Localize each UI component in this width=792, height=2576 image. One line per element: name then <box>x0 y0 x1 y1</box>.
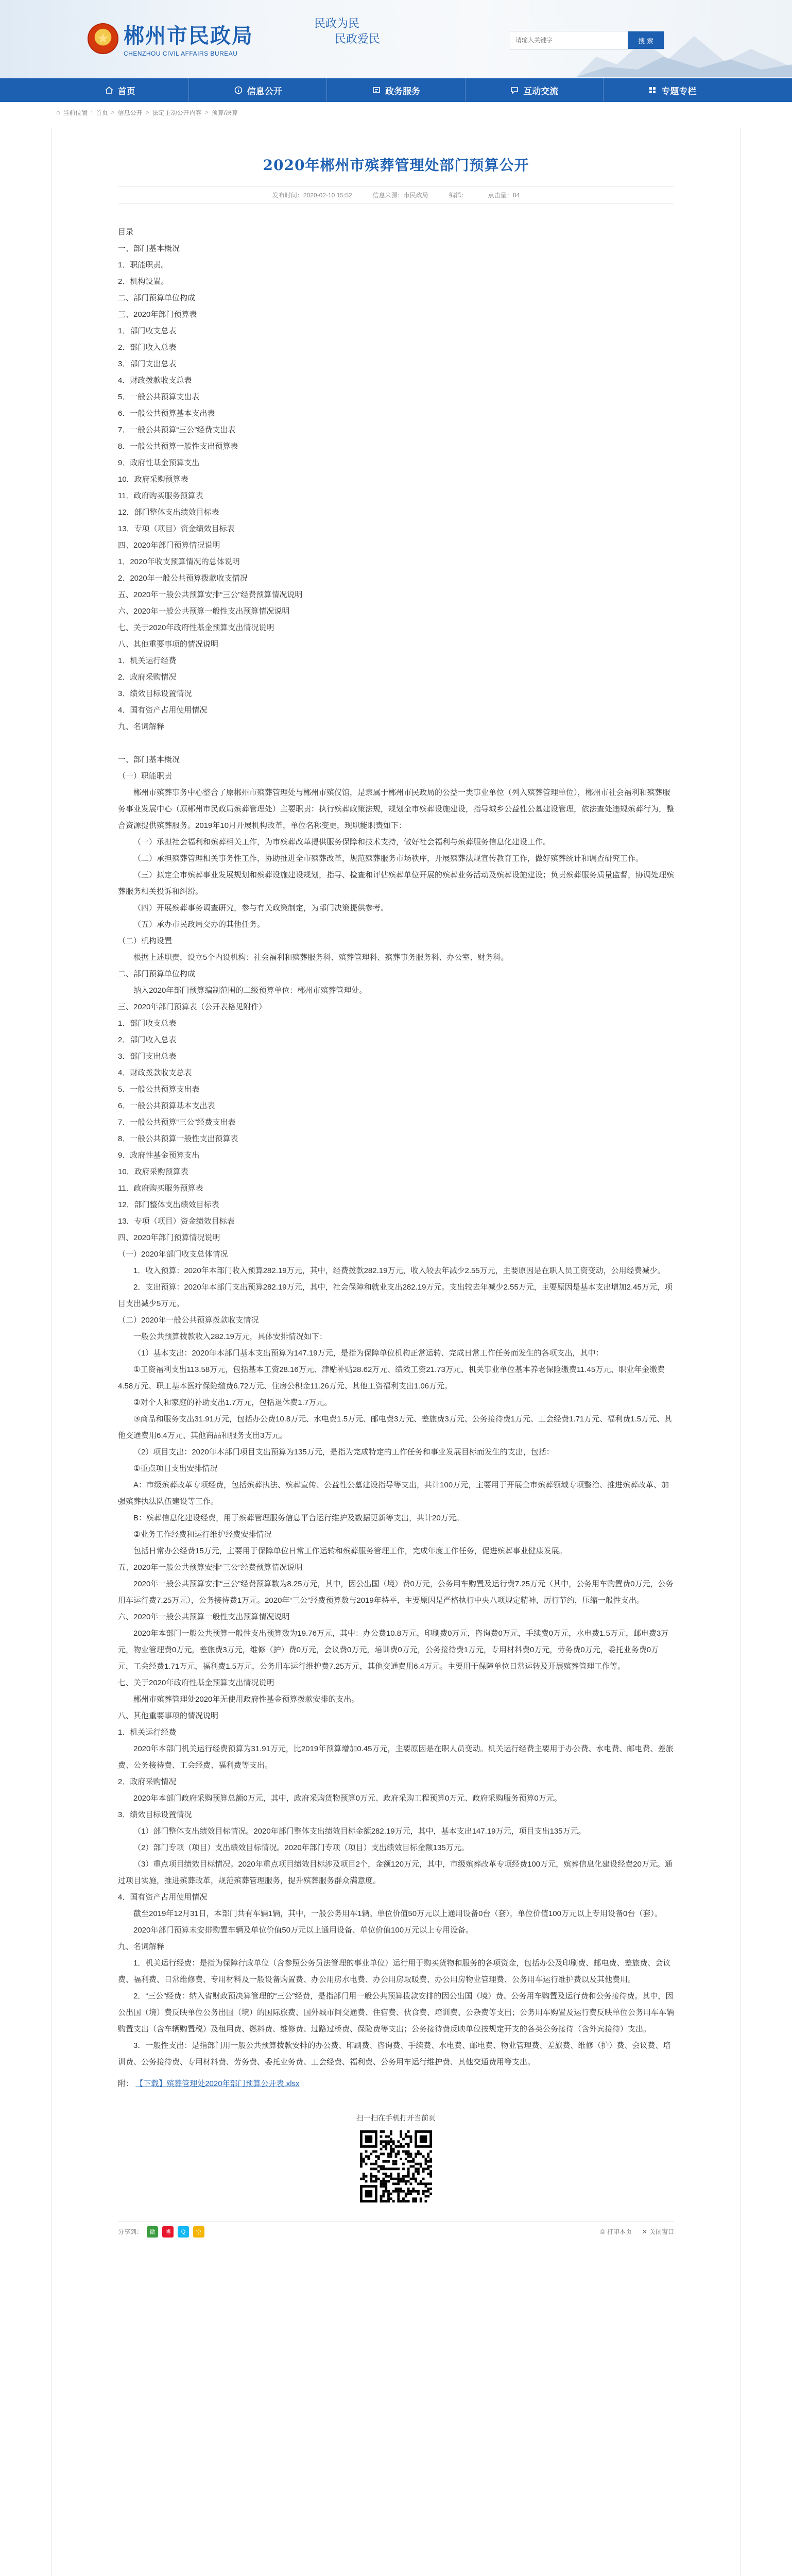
article-paragraph: 4．财政拨款收支总表 <box>118 376 192 385</box>
article-paragraph: ②对个人和家庭的补助支出1.7万元，包括退休费1.7万元。 <box>133 1398 332 1407</box>
share-label: 分享到： <box>118 2228 143 2235</box>
article-paragraph: 2020年本部门机关运行经费预算为31.91万元，比2019年预算增加0.45万元，主要原因是在职人员变动。机关运行经费主要用于办公费、水电费、邮电费、差旅费、公务接待费、工会经费、福利费等支出。 <box>118 1744 674 1770</box>
article-paragraph: 二、部门预算单位构成 <box>118 294 196 302</box>
article-paragraph: 2020年部门预算未安排购置车辆及单位价值50万元以上通用设备、单位价值100万元以上专用设备。 <box>133 1926 474 1935</box>
article-paragraph: 根据上述职责，设立5个内设机构：社会福利和殡葬服务科、殡葬管理科、殡葬事务服务科、办公室、财务科。 <box>133 953 509 962</box>
qr-code <box>360 2130 432 2202</box>
article-paragraph: 9．政府性基金预算支出 <box>118 459 200 467</box>
nav-label: 互动交流 <box>523 86 559 96</box>
article-paragraph: 8．一般公共预算一般性支出预算表 <box>118 1134 238 1143</box>
article-paragraph: 10．政府采购预算表 <box>118 475 188 484</box>
breadcrumb-home[interactable]: 首页 <box>95 109 108 116</box>
article-paragraph: 一般公共预算拨款收入282.19万元，具体安排情况如下： <box>133 1332 327 1341</box>
article-paragraph: 11．政府购买服务预算表 <box>118 1184 203 1193</box>
qq-share-icon[interactable]: Q <box>178 2226 189 2238</box>
location-icon: ⌂ <box>56 109 60 116</box>
main-nav <box>0 78 792 102</box>
nav-service[interactable] <box>327 78 465 102</box>
article-paragraph: （五）承办市民政局交办的其他任务。 <box>133 920 265 929</box>
nav-label: 信息公开 <box>247 86 282 96</box>
article-meta <box>118 186 674 204</box>
article-paragraph: 截至2019年12月31日，本部门共有车辆1辆，其中，一般公务用车1辆。单位价值50万元以上通用设备0台（套），单位价值100万元以上专用设备0台（套）。 <box>133 1909 662 1918</box>
chat-icon <box>510 86 519 95</box>
article-paragraph: 郴州市殡葬事务中心整合了原郴州市殡葬管理处与郴州市殡仪馆，是隶属于郴州市民政局的公益一类事业单位（列入殡葬管理单位），郴州市社会福利和殡葬服务事业发展中心（原郴州市民政局殡葬管理处）主要职责：执行殡葬政策法规，规划全市殡葬设施建设，指导城乡公益性公墓建设管理，依法查处违规殡葬行为，整合资源提供殡葬服务。2019年10月开展机构改革，单位名称变更，现职能职责如下： <box>118 788 675 830</box>
article-paragraph: 11．政府购买服务预算表 <box>118 492 203 500</box>
article-paragraph: 六、2020年一般公共预算一般性支出预算情况说明 <box>118 607 290 616</box>
article-paragraph: A：市级殡葬改革专项经费，包括殡葬执法、殡葬宣传、公益性公墓建设指导等支出，共计100万元，主要用于开展全市殡葬领域专项整治、推进殡葬改革、加强殡葬执法队伍建设等工作。 <box>118 1481 669 1506</box>
article-paragraph: （二）2020年一般公共预算拨款收支情况 <box>118 1316 259 1325</box>
attachment-label: 附： <box>118 2079 134 2088</box>
nav-label: 政务服务 <box>385 86 420 96</box>
slogan-line-2: 民政爱民 <box>335 33 381 46</box>
article-paragraph: 九、名词解释 <box>118 1942 165 1951</box>
article-container <box>51 128 741 2576</box>
article-paragraph: 四、2020年部门预算情况说明 <box>118 1233 220 1242</box>
article-paragraph: 7．一般公共预算“三公”经费支出表 <box>118 1118 236 1127</box>
article-paragraph: 2．支出预算：2020年本部门支出预算282.19万元，其中，社会保障和就业支出282.19万元。支出较去年减少2.55万元，主要原因是基本支出增加2.45万元，项目支出减少5万元。 <box>118 1283 673 1308</box>
article-paragraph: ①重点项目支出安排情况 <box>133 1464 218 1473</box>
view-count: 点击量：84 <box>488 191 520 199</box>
article-paragraph: （一）承担社会福利和殡葬相关工作，为市殡葬改革提供服务保障和技术支持，做好社会福利与殡葬服务信息化建设工作。 <box>133 838 551 846</box>
nav-info[interactable] <box>189 78 327 102</box>
nav-home[interactable] <box>51 78 189 102</box>
article-paragraph: 4．国有资产占用使用情况 <box>118 706 208 715</box>
nav-label: 专题专栏 <box>661 86 697 96</box>
site-header <box>0 0 792 78</box>
article-paragraph: 1．机关运行经费：是指为保障行政单位（含参照公务员法管理的事业单位）运行用于购买货物和服务的各项资金，包括办公及印刷费、邮电费、差旅费、会议费、福利费、日常维修费、专用材料及一般设备购置费、办公用房水电费、办公用房取暖费、办公用房物业管理费、公务用车运行维护费以及其他费用。 <box>118 1959 671 1984</box>
search-input[interactable] <box>510 31 628 49</box>
article-paragraph: 13．专项（项目）资金绩效目标表 <box>118 1217 235 1226</box>
article-paragraph: 2020年本部门一般公共预算一般性支出预算数为19.76万元，其中：办公费10.8万元，印刷费0万元，咨询费0万元，手续费0万元，水电费1.5万元，邮电费3万元，物业管理费0万元，差旅费3万元，维修（护）费0万元，会议费0万元，培训费0万元，公务接待费1万元，专用材料费0万元，劳务费0万元，委托业务费0万元，工会经费1.71万元，福利费1.5万元，公务用车运行维护费7.25万元，其他交通费用6.4万元。主要用于保障单位日常运转及开展殡葬管理工作等。 <box>118 1629 669 1671</box>
site-logo[interactable] <box>88 20 253 57</box>
wechat-share-icon[interactable]: 微 <box>147 2226 158 2238</box>
article-paragraph: （一）职能职责 <box>118 772 173 781</box>
article-paragraph: （2）部门专项（项目）支出绩效目标情况。2020年部门专项（项目）支出绩效目标金额135万元。 <box>133 1843 469 1852</box>
article-paragraph: 4．财政拨款收支总表 <box>118 1069 192 1077</box>
article-paragraph: 6．一般公共预算基本支出表 <box>118 1101 215 1110</box>
article-paragraph: 2020年本部门政府采购预算总额0万元，其中，政府采购货物预算0万元、政府采购工程预算0万元、政府采购服务预算0万元。 <box>133 1794 562 1803</box>
article-paragraph: 1．部门收支总表 <box>118 1019 177 1028</box>
article-paragraph: 郴州市殡葬管理处2020年无使用政府性基金预算拨款安排的支出。 <box>133 1695 359 1704</box>
breadcrumb-budget[interactable]: 预算/决算 <box>211 109 238 116</box>
article-paragraph: 2．部门收入总表 <box>118 343 177 352</box>
article-paragraph: 3．绩效目标设置情况 <box>118 1810 192 1819</box>
article-paragraph: 六、2020年一般公共预算一般性支出预算情况说明 <box>118 1613 290 1621</box>
article-paragraph: 三、2020年部门预算表（公开表格见附件） <box>118 1003 267 1011</box>
article-paragraph: （四）开展殡葬事务调查研究，参与有关政策制定，为部门决策提供参考。 <box>133 904 389 912</box>
attachment-row <box>118 2076 674 2092</box>
article-body <box>118 224 674 2071</box>
service-icon <box>372 86 381 95</box>
article-paragraph: ②业务工作经费和运行维护经费安排情况 <box>133 1530 272 1539</box>
article-paragraph: 3．部门支出总表 <box>118 360 177 368</box>
article-paragraph: 目录 <box>118 228 134 236</box>
article-paragraph: 6．一般公共预算基本支出表 <box>118 409 215 418</box>
article-paragraph: ①工资福利支出113.58万元，包括基本工资28.16万元、津贴补贴28.62万元、绩效工资21.73万元、机关事业单位基本养老保险缴费11.45万元、职业年金缴费4.58万元、职工基本医疗保险缴费6.72万元、住房公积金11.26万元、其他工资福利支出1.06万元。 <box>118 1365 665 1391</box>
article-paragraph: 1．部门收支总表 <box>118 327 177 335</box>
article-title: 2020年郴州市殡葬管理处部门预算公开 <box>263 157 529 174</box>
print-label: 打印本页 <box>607 2228 632 2235</box>
close-button[interactable] <box>642 2227 674 2236</box>
article-paragraph: 1．机关运行经费 <box>118 1728 177 1737</box>
article-paragraph: 七、关于2020年政府性基金预算支出情况说明 <box>118 1679 274 1687</box>
breadcrumb-info[interactable]: 信息公开 <box>117 109 143 116</box>
share-bar <box>118 2226 204 2238</box>
article-paragraph: 5．一般公共预算支出表 <box>118 393 200 401</box>
author: 编辑： <box>449 191 468 199</box>
article-paragraph: 2．政府采购情况 <box>118 673 177 682</box>
article-paragraph <box>118 735 674 752</box>
site-name: 郴州市民政局 <box>124 24 253 48</box>
article-paragraph: 2．“三公”经费：纳入省财政预决算管理的“三公”经费，是指部门用一般公共预算拨款安排的因公出国（境）费、公务用车购置及运行费和公务接待费。其中，因公出国（境）费反映单位公务出国（境）的国际旅费、国外城市间交通费、住宿费、伙食费、培训费、公杂费等支出；公务用车购置及运行费反映单位公务用车车辆购置支出（含车辆购置税）及租用费、燃料费、维修费、过路过桥费、保险费等支出；公务接待费反映单位按规定开支的各类公务接待（含外宾接待）支出。 <box>118 1992 675 2033</box>
breadcrumb-label: 当前位置 <box>63 109 88 116</box>
search-box <box>510 31 664 49</box>
article-paragraph: ③商品和服务支出31.91万元，包括办公费10.8万元、水电费1.5万元、邮电费3万元、差旅费3万元、公务接待费1万元、工会经费1.71万元、福利费1.5万元、其他交通费用6.4万元、其他商品和服务支出3万元。 <box>118 1415 673 1440</box>
article-paragraph: （3）重点项目绩效目标情况。2020年重点项目绩效目标涉及项目2个，金额120万元，其中，市级殡葬改革专项经费100万元，殡葬信息化建设经费20万元。通过项目实施，推进殡葬改革，规范殡葬管理服务，提升殡葬服务群众满意度。 <box>118 1860 673 1885</box>
nav-columns[interactable] <box>604 78 741 102</box>
article-paragraph: 2．政府采购情况 <box>118 1777 177 1786</box>
close-label: 关闭窗口 <box>649 2228 674 2235</box>
publish-date: 发布时间：2020-02-10 15:52 <box>272 191 352 199</box>
article-paragraph: （1）部门整体支出绩效目标情况。2020年部门整体支出绩效目标金额282.19万元，其中，基本支出147.19万元，项目支出135万元。 <box>133 1827 586 1836</box>
article-paragraph: 二、部门预算单位构成 <box>118 970 196 978</box>
weibo-share-icon[interactable]: 博 <box>162 2226 174 2238</box>
article-paragraph: 1．机关运行经费 <box>118 656 177 665</box>
article-paragraph: 10．政府采购预算表 <box>118 1167 188 1176</box>
article-paragraph: 5．一般公共预算支出表 <box>118 1085 200 1094</box>
qzone-share-icon[interactable]: 空 <box>193 2226 204 2238</box>
article-paragraph: 3．绩效目标设置情况 <box>118 689 192 698</box>
nav-interaction[interactable] <box>466 78 604 102</box>
article-paragraph: B：殡葬信息化建设经费，用于殡葬管理服务信息平台运行维护及数据更新等支出，共计20万元。 <box>133 1514 464 1522</box>
article-paragraph: 3．一般性支出：是指部门用一般公共预算拨款安排的办公费、印刷费、咨询费、手续费、水电费、邮电费、物业管理费、差旅费、维修（护）费、会议费、培训费、公务接待费、专用材料费、劳务费、委托业务费、工会经费、福利费、公务用车运行维护费、其他交通费用等支出。 <box>118 2041 671 2066</box>
article-paragraph: 8．一般公共预算一般性支出预算表 <box>118 442 238 451</box>
article-paragraph: 九、名词解释 <box>118 722 165 731</box>
article-paragraph: 2．2020年一般公共预算拨款收支情况 <box>118 574 248 583</box>
article-paragraph: （1）基本支出：2020年本部门基本支出预算为147.19万元，是指为保障单位机构正常运转、完成日常工作任务而发生的各项支出，其中： <box>133 1349 604 1358</box>
article-paragraph: 1．收入预算：2020年本部门收入预算282.19万元，其中，经费拨款282.19万元，收入较去年减少2.55万元，主要原因是在职人员工资变动，公用经费减少。 <box>133 1266 665 1275</box>
search-button[interactable]: 搜 索 <box>628 31 664 49</box>
article-paragraph: 4．国有资产占用使用情况 <box>118 1893 208 1902</box>
article-paragraph: 2．部门收入总表 <box>118 1036 177 1044</box>
article-paragraph: （二）承担殡葬管理相关事务性工作，协助推进全市殡葬改革，规范殡葬服务市场秩序，开展殡葬法规宣传教育工作，做好殡葬统计和调查研究工作。 <box>133 854 644 863</box>
article-paragraph: 五、2020年一般公共预算安排“三公”经费预算情况说明 <box>118 1563 303 1572</box>
qr-block <box>51 2113 741 2202</box>
breadcrumb-content[interactable]: 法定主动公开内容 <box>152 109 202 116</box>
article-paragraph: 五、2020年一般公共预算安排“三公”经费预算情况说明 <box>118 590 303 599</box>
article-paragraph: 13．专项（项目）资金绩效目标表 <box>118 524 235 533</box>
article-paragraph: 四、2020年部门预算情况说明 <box>118 541 220 550</box>
close-icon: ✕ <box>642 2228 647 2235</box>
article-paragraph: 12．部门整体支出绩效目标表 <box>118 508 219 517</box>
slogan-line-1: 民政为民 <box>314 18 360 30</box>
article-paragraph: 一、部门基本概况 <box>118 244 180 253</box>
article-paragraph: 七、关于2020年政府性基金预算支出情况说明 <box>118 623 274 632</box>
emblem-icon: ★ <box>88 23 118 54</box>
site-name-en: CHENZHOU CIVIL AFFAIRS BUREAU <box>124 50 238 57</box>
article-paragraph: 3．部门支出总表 <box>118 1052 177 1061</box>
info-icon <box>234 86 243 95</box>
source: 信息来源：市民政局 <box>372 191 428 199</box>
article-paragraph: 9．政府性基金预算支出 <box>118 1151 200 1160</box>
article-paragraph: 2020年一般公共预算安排“三公”经费预算数为8.25万元，其中，因公出国（境）费0万元，公务用车购置及运行费7.25万元（其中，公务用车购置费0万元，公务用车运行费7.25万元），公务接待费1万元。2020年“三公”经费预算数与2019年持平，主要原因是严格执行中央八项规定精神，厉行节约，压缩一般性支出。 <box>118 1580 674 1605</box>
column-icon <box>648 86 657 95</box>
qr-caption: 扫一扫在手机打开当前页 <box>356 2114 436 2122</box>
article-paragraph: （三）拟定全市殡葬事业发展规划和殡葬设施建设规划，指导、检查和评估殡葬单位开展的殡葬业务活动及殡葬设施建设；负责殡葬服务质量监督，协调处理殡葬服务相关投诉和纠纷。 <box>118 871 675 896</box>
article-paragraph: 1．2020年收支预算情况的总体说明 <box>118 557 240 566</box>
article-paragraph: 1．职能职责。 <box>118 261 169 269</box>
article-paragraph: 纳入2020年部门预算编制范围的二级预算单位：郴州市殡葬管理处。 <box>133 986 367 995</box>
nav-label: 首页 <box>117 86 135 96</box>
slogan <box>314 16 380 47</box>
article-paragraph: 八、其他重要事项的情况说明 <box>118 1711 219 1720</box>
article-paragraph: （一）2020年部门收支总体情况 <box>118 1250 228 1259</box>
article-paragraph: 一、部门基本概况 <box>118 755 180 764</box>
breadcrumb: ⌂ 当前位置 : 首页 > 信息公开 > 法定主动公开内容 > 预算/决算 <box>56 109 238 116</box>
article-paragraph: 7．一般公共预算“三公”经费支出表 <box>118 426 236 434</box>
article-paragraph: 包括日常办公经费15万元，主要用于保障单位日常工作运转和殡葬服务管理工作，完成年度工作任务，促进殡葬事业健康发展。 <box>133 1547 567 1555</box>
article-paragraph: （2）项目支出：2020年本部门项目支出预算为135万元，是指为完成特定的工作任务和事业发展目标而发生的支出，包括： <box>133 1448 554 1456</box>
article-paragraph: 八、其他重要事项的情况说明 <box>118 640 219 649</box>
print-icon: ⎙ <box>600 2228 605 2235</box>
article-paragraph: 12．部门整体支出绩效目标表 <box>118 1200 219 1209</box>
article-paragraph: 2．机构设置。 <box>118 277 169 286</box>
attachment-link[interactable]: 【下载】殡葬管理处2020年部门预算公开表.xlsx <box>135 2079 300 2088</box>
article-paragraph: 三、2020年部门预算表 <box>118 310 197 319</box>
article-tools <box>118 2221 674 2242</box>
article-paragraph: （二）机构设置 <box>118 937 173 945</box>
print-button[interactable] <box>600 2227 632 2236</box>
home-icon <box>105 86 114 95</box>
